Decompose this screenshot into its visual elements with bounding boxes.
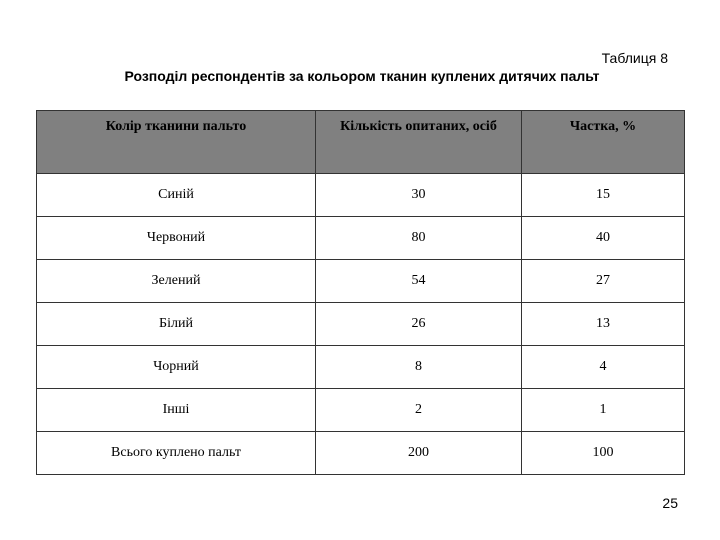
table-label: Таблиця 8	[601, 50, 668, 66]
table-header-row	[37, 111, 685, 174]
table-cell: 40	[522, 217, 685, 260]
table-cell: Білий	[37, 303, 316, 346]
table-cell: Червоний	[37, 217, 316, 260]
table-cell: 2	[316, 389, 522, 432]
table-cell: Всього куплено пальт	[37, 432, 316, 475]
page-number: 25	[662, 495, 678, 511]
table-title: Розподіл респондентів за кольором тканин куплених дитячих пальт	[124, 68, 600, 84]
table-cell: 1	[522, 389, 685, 432]
data-table	[36, 110, 685, 475]
table-row	[37, 389, 685, 432]
table-cell: 13	[522, 303, 685, 346]
table-cell: 4	[522, 346, 685, 389]
table-row	[37, 260, 685, 303]
table-cell: Синій	[37, 174, 316, 217]
table-row	[37, 217, 685, 260]
table-cell: Інші	[37, 389, 316, 432]
table-cell: 30	[316, 174, 522, 217]
table-cell: 80	[316, 217, 522, 260]
table-row	[37, 303, 685, 346]
table-cell: 26	[316, 303, 522, 346]
column-header: Частка, %	[522, 111, 685, 174]
table-cell: 100	[522, 432, 685, 475]
table-cell: 8	[316, 346, 522, 389]
table-cell: Зелений	[37, 260, 316, 303]
column-header: Кількість опитаних, осіб	[316, 111, 522, 174]
table-row	[37, 174, 685, 217]
table-cell: 15	[522, 174, 685, 217]
table-cell: Чорний	[37, 346, 316, 389]
column-header: Колір тканини пальто	[37, 111, 316, 174]
table-row	[37, 346, 685, 389]
table-cell: 27	[522, 260, 685, 303]
table-row-total	[37, 432, 685, 475]
table-cell: 200	[316, 432, 522, 475]
table-cell: 54	[316, 260, 522, 303]
